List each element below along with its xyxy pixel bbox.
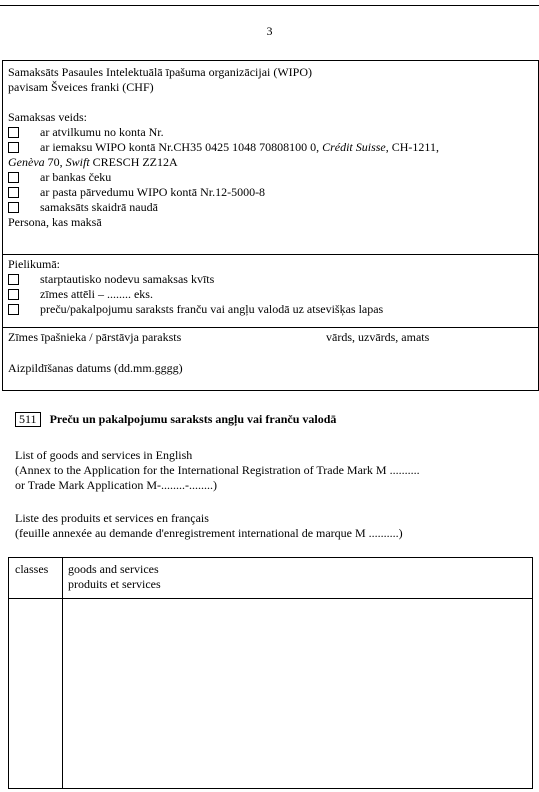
english-application-note: or Trade Mark Application M-........-........) [15,478,217,492]
goods-services-header: goods and services produits et services [68,562,161,591]
payment-section [8,65,533,230]
fill-date-label: Aizpildīšanas datums (dd.mm.gggg) [8,361,183,375]
english-list-block [15,448,420,493]
divider [3,327,538,328]
checkbox[interactable] [8,172,19,183]
payment-type-label: Samaksas veids: [8,110,87,124]
payment-option-cheque[interactable]: ar bankas čeku [8,170,533,185]
payment-option-deposit[interactable]: ar iemaksu WIPO kontā Nr.CH35 0425 1048 70808100 0, Crédit Suisse, CH-1211, [8,140,533,155]
english-list-title: List of goods and services in English [15,448,193,462]
checkbox[interactable] [8,304,19,315]
section-511-title: Preču un pakalpojumu saraksts angļu vai franču valodā [49,412,337,426]
bank-name: Crédit Suisse [322,140,386,154]
payment-option-postal[interactable]: ar pasta pārvedumu WIPO kontā Nr.12-5000-8 [8,185,533,200]
goods-services-table [8,557,533,789]
checkbox[interactable] [8,289,19,300]
checkbox[interactable] [8,187,19,198]
payment-line-1: Samaksāts Pasaules Intelektuālā īpašuma organizācijai (WIPO) [8,65,313,79]
checkbox[interactable] [8,142,19,153]
top-rule [0,5,539,6]
payer-label: Persona, kas maksā [8,215,102,229]
bank-address: , CH-1211, [385,140,439,154]
payment-option-debit[interactable]: ar atvilkumu no konta Nr. [8,125,533,140]
checkbox[interactable] [8,127,19,138]
checkbox[interactable] [8,202,19,213]
classes-header: classes [15,562,49,576]
goods-services-cell[interactable] [63,599,532,788]
checkbox[interactable] [8,274,19,285]
name-title-label: vārds, uzvārds, amats [326,330,430,344]
attachment-fee-receipt[interactable]: starptautisko nodevu samaksas kvīts [8,272,533,287]
divider [3,254,538,255]
attachment-goods-list[interactable]: preču/pakalpojumu saraksts franču vai angļu valodā uz atsevišķas lapas [8,302,533,317]
english-annex-note: (Annex to the Application for the International Registration of Trade Mark M .......... [15,463,420,477]
classes-cell[interactable] [9,599,62,788]
payment-line-2: pavisam Šveices franki (CHF) [8,80,154,94]
french-list-block [15,511,403,541]
payment-form-box [2,60,539,391]
french-list-title: Liste des produits et services en français [15,511,209,525]
attachments-label: Pielikumā: [8,257,60,271]
french-annex-note: (feuille annexée au demande d'enregistrement international de marque M ..........) [15,526,403,540]
signature-label: Zīmes īpašnieka / pārstāvja paraksts [8,330,182,344]
attachment-mark-images[interactable]: zīmes attēli – ........ eks. [8,287,533,302]
attachments-section [8,257,533,317]
payment-option-cash[interactable]: samaksāts skaidrā naudā [8,200,533,215]
deposit-continuation: Genèva 70, Swift CRESCH ZZ12A [8,155,178,169]
page-number: 3 [266,24,273,38]
field-code-511: 511 [15,412,41,427]
section-511-heading [15,412,336,427]
